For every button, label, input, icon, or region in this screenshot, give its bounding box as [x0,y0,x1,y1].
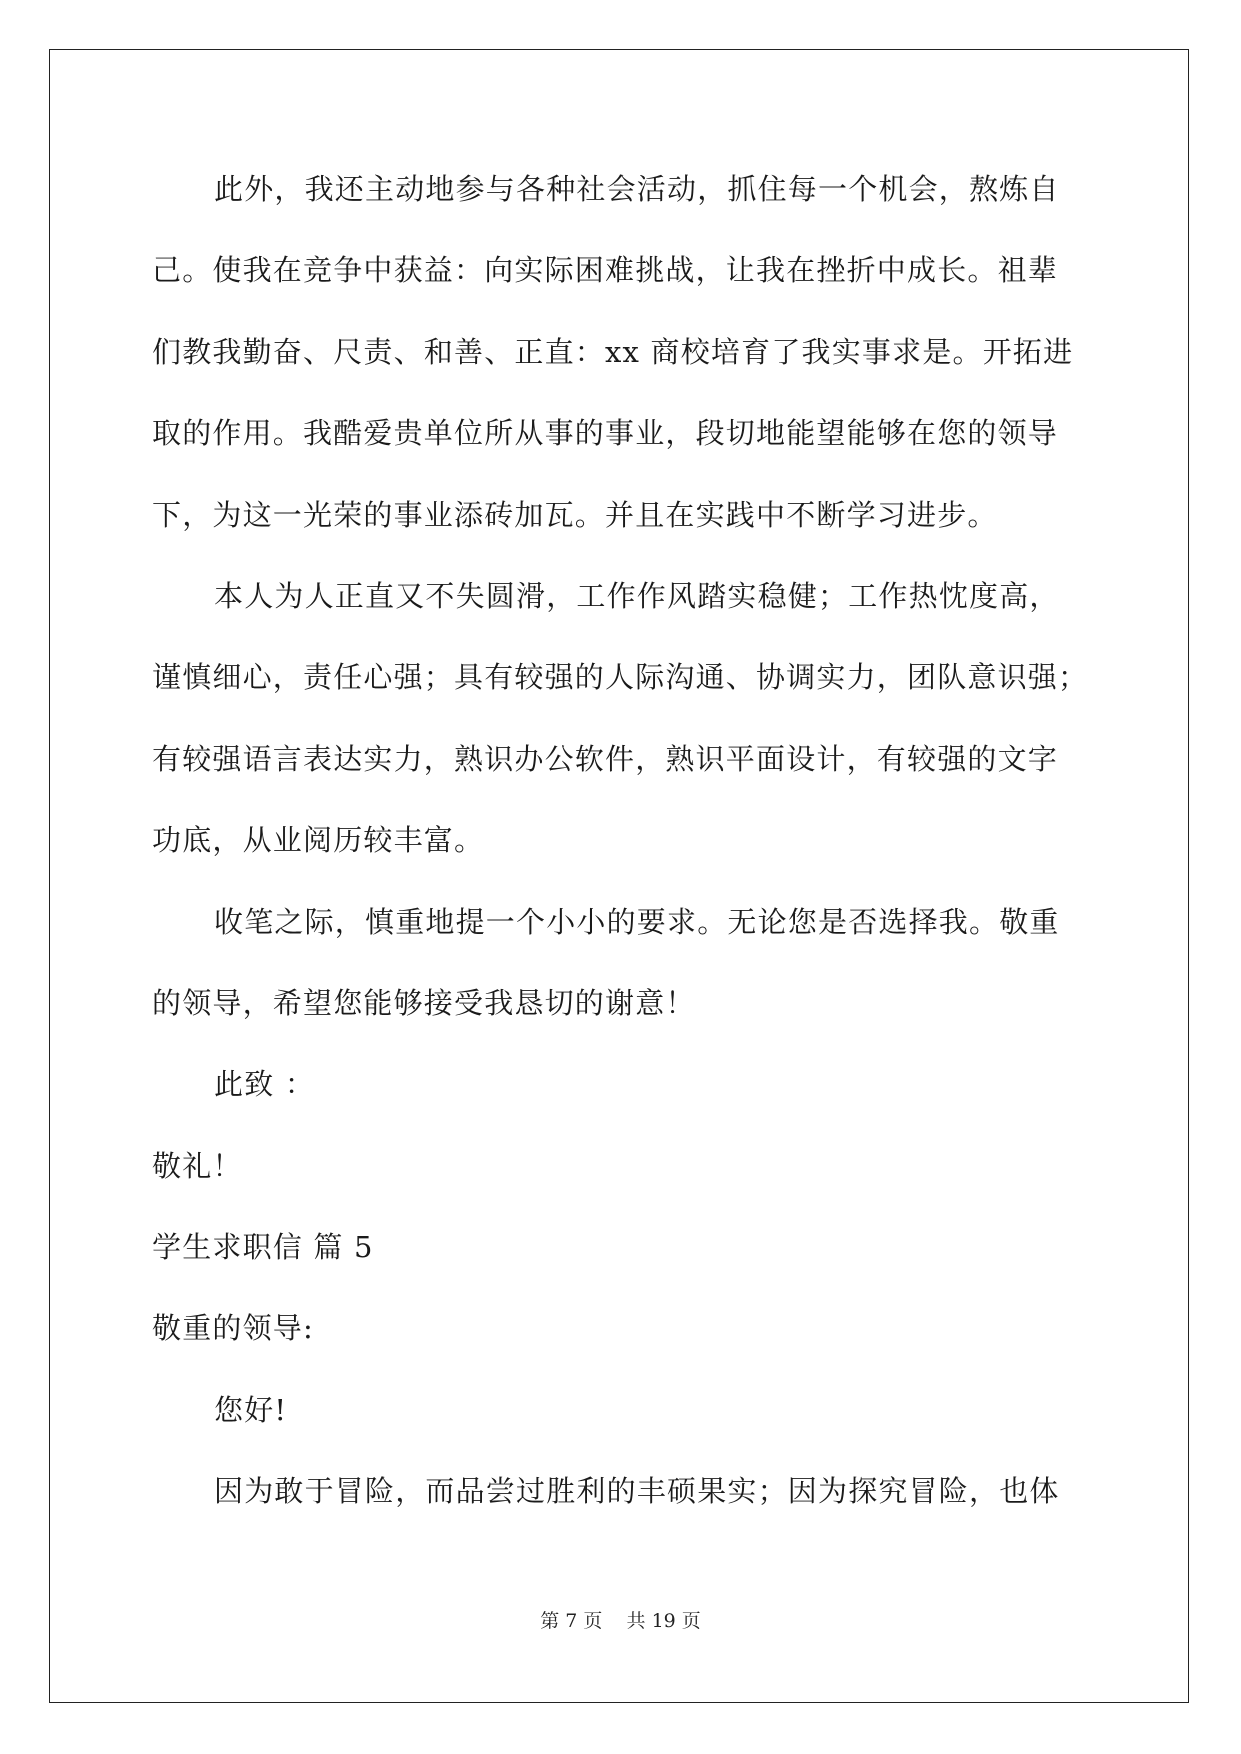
document-body [152,162,1092,1546]
text-line: 此外，我还主动地参与各种社会活动，抓住每一个机会，熬炼自 [214,172,1060,206]
text-line: 收笔之际，慎重地提一个小小的要求。无论您是否选择我。敬重 [214,904,1060,939]
text-line: 己。使我在竞争中获益：向实际困难挑战，让我在挫折中成长。祖辈 [152,253,1059,288]
text-line: 们教我勤奋、尺责、和善、正直：xx 商校培育了我实事求是。开拓进 [152,334,1074,369]
text-line: 有较强语言表达实力，熟识办公软件，熟识平面设计，有较强的文字 [152,741,1059,776]
greeting: 敬重的领导: [152,1311,314,1346]
closing-regards: 敬礼！ [152,1148,243,1183]
text-line: 谨慎细心，责任心强；具有较强的人际沟通、协调实力，团队意识强； [152,660,1089,695]
text-line: 的领导，希望您能够接受我恳切的谢意！ [152,985,696,1020]
closing-salutation: 此致 ： [214,1067,316,1102]
text-line: 本人为人正直又不失圆滑，工作作风踏实稳健；工作热忱度高， [214,578,1060,613]
text-line: 因为敢于冒险，而品尝过胜利的丰硕果实；因为探究冒险，也体 [214,1474,1060,1509]
greeting-hello: 您好! [214,1392,288,1427]
text-line: 功底，从业阅历较丰富。 [152,823,485,858]
section-heading: 学生求职信 篇 5 [152,1230,374,1265]
text-line: 下，为这一光荣的事业添砖加瓦。并且在实践中不断学习进步。 [152,497,998,532]
text-line: 取的作用。我酷爱贵单位所从事的事业，段切地能望能够在您的领导 [152,416,1059,451]
page-footer: 第 7 页 共 19 页 [540,1610,701,1632]
